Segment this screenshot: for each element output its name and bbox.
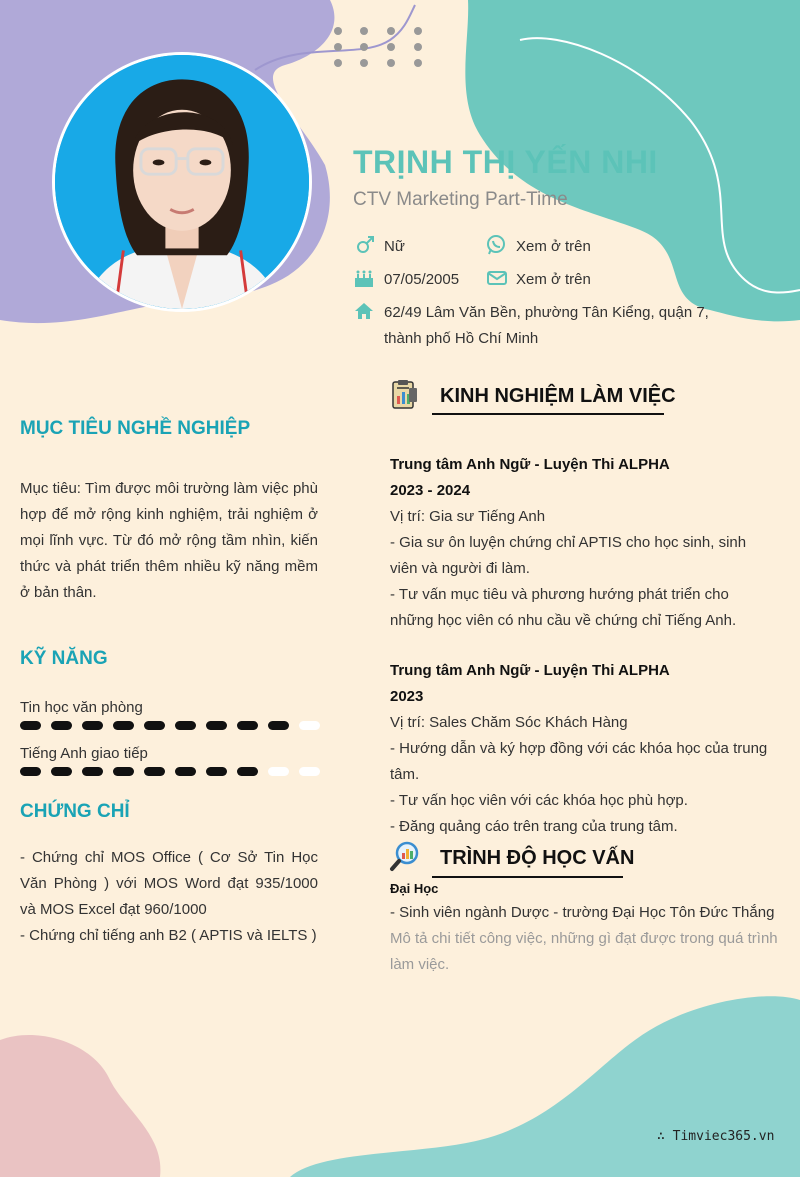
magnifier-chart-icon (389, 840, 421, 872)
brand-watermark: ∴ Timviec365.vn (657, 1129, 775, 1144)
phone-value: Xem ở trên (516, 238, 591, 255)
job-duty: - Tư vấn học viên với các khóa học phù hợp. (390, 792, 688, 809)
address-value: 62/49 Lâm Văn Bền, phường Tân Kiểng, quận 7, thành phố Hồ Chí Minh (384, 304, 709, 347)
skill-dot-filled (206, 767, 227, 776)
skill-dot-filled (113, 721, 134, 730)
skill-dot-filled (175, 721, 196, 730)
skill-dot-filled (82, 767, 103, 776)
company-name: Trung tâm Anh Ngữ - Luyện Thi ALPHA (390, 456, 670, 473)
skill-dot-filled (51, 721, 72, 730)
clipboard-chart-icon (389, 378, 421, 410)
skill-name: Tin học văn phòng (20, 699, 143, 716)
candidate-name: TRỊNH THỊ YẾN NHI (353, 144, 658, 180)
skill-dot-filled (51, 767, 72, 776)
skill-dot-filled (82, 721, 103, 730)
job-role: Vị trí: Gia sư Tiếng Anh (390, 508, 546, 525)
skill-dot-empty (299, 767, 320, 776)
certificates-list (20, 845, 318, 949)
skill-level-bar (20, 767, 320, 777)
skill-dot-empty (299, 721, 320, 730)
skills-title: KỸ NĂNG (20, 648, 108, 669)
skill-dot-empty (268, 767, 289, 776)
home-icon (353, 300, 375, 322)
education-title: TRÌNH ĐỘ HỌC VẤN (440, 847, 635, 869)
gender-icon (354, 234, 376, 256)
skill-level-bar (20, 721, 320, 731)
education-description: Mô tả chi tiết công việc, những gì đạt được trong quá trình làm việc. (390, 930, 778, 973)
objective-text: Mục tiêu: Tìm được môi trường làm việc phù hợp để mở rộng kinh nghiệm, trải nghiệm ở mọi lĩnh vực. Từ đó mở rộng tầm nhìn, kiến thức và phát triển thêm nhiều kỹ năng mềm ở bản thân. (20, 480, 318, 601)
job-duty: - Tư vấn mục tiêu và phương hướng phát triển cho những học viên có nhu cầu về chứng chỉ Tiếng Anh. (390, 586, 737, 629)
job-years: 2023 (390, 688, 424, 705)
profile-photo (52, 52, 312, 312)
education-entry (390, 878, 780, 978)
job-position: CTV Marketing Part-Time (353, 189, 568, 210)
skill-dot-filled (237, 721, 258, 730)
skill-name: Tiếng Anh giao tiếp (20, 745, 148, 762)
job-duty: - Gia sư ôn luyện chứng chỉ APTIS cho học sinh, sinh viên và người đi làm. (390, 534, 747, 577)
skill-dot-filled (144, 721, 165, 730)
education-detail: - Sinh viên ngành Dược - trường Đại Học Tôn Đức Thắng (390, 904, 775, 921)
job-duty: - Đăng quảng cáo trên trang của trung tâm. (390, 818, 678, 835)
certificate-item: - Chứng chỉ tiếng anh B2 ( APTIS và IELTS ) (20, 927, 317, 944)
skill-dot-filled (237, 767, 258, 776)
cake-icon (353, 267, 375, 289)
whatsapp-icon (485, 234, 507, 256)
certificate-item: - Chứng chỉ MOS Office ( Cơ Sở Tin Học Văn Phòng ) với MOS Word đạt 935/1000 và MOS Excel đạt 960/1000 (20, 849, 318, 918)
gender-value: Nữ (384, 238, 405, 255)
skill-dot-filled (206, 721, 227, 730)
company-name: Trung tâm Anh Ngữ - Luyện Thi ALPHA (390, 662, 670, 679)
job-duty: - Hướng dẫn và ký hợp đồng với các khóa học của trung tâm. (390, 740, 768, 783)
skill-dot-filled (144, 767, 165, 776)
skill-dot-filled (20, 767, 41, 776)
envelope-icon (486, 267, 508, 289)
email-value: Xem ở trên (516, 271, 591, 288)
skill-dot-filled (268, 721, 289, 730)
skill-dot-filled (20, 721, 41, 730)
skill-dot-filled (113, 767, 134, 776)
experience-title-underline (432, 413, 664, 415)
skill-dot-filled (175, 767, 196, 776)
job-role: Vị trí: Sales Chăm Sóc Khách Hàng (390, 714, 628, 731)
objective-title: MỤC TIÊU NGHỀ NGHIỆP (20, 418, 251, 439)
certificates-title: CHỨNG CHỈ (20, 801, 130, 822)
experience-title: KINH NGHIỆM LÀM VIỆC (440, 385, 676, 407)
experience-entry (390, 658, 775, 840)
birthday-value: 07/05/2005 (384, 271, 460, 288)
school-level: Đại Học (390, 881, 439, 896)
job-years: 2023 - 2024 (390, 482, 471, 499)
experience-entry (390, 452, 775, 634)
